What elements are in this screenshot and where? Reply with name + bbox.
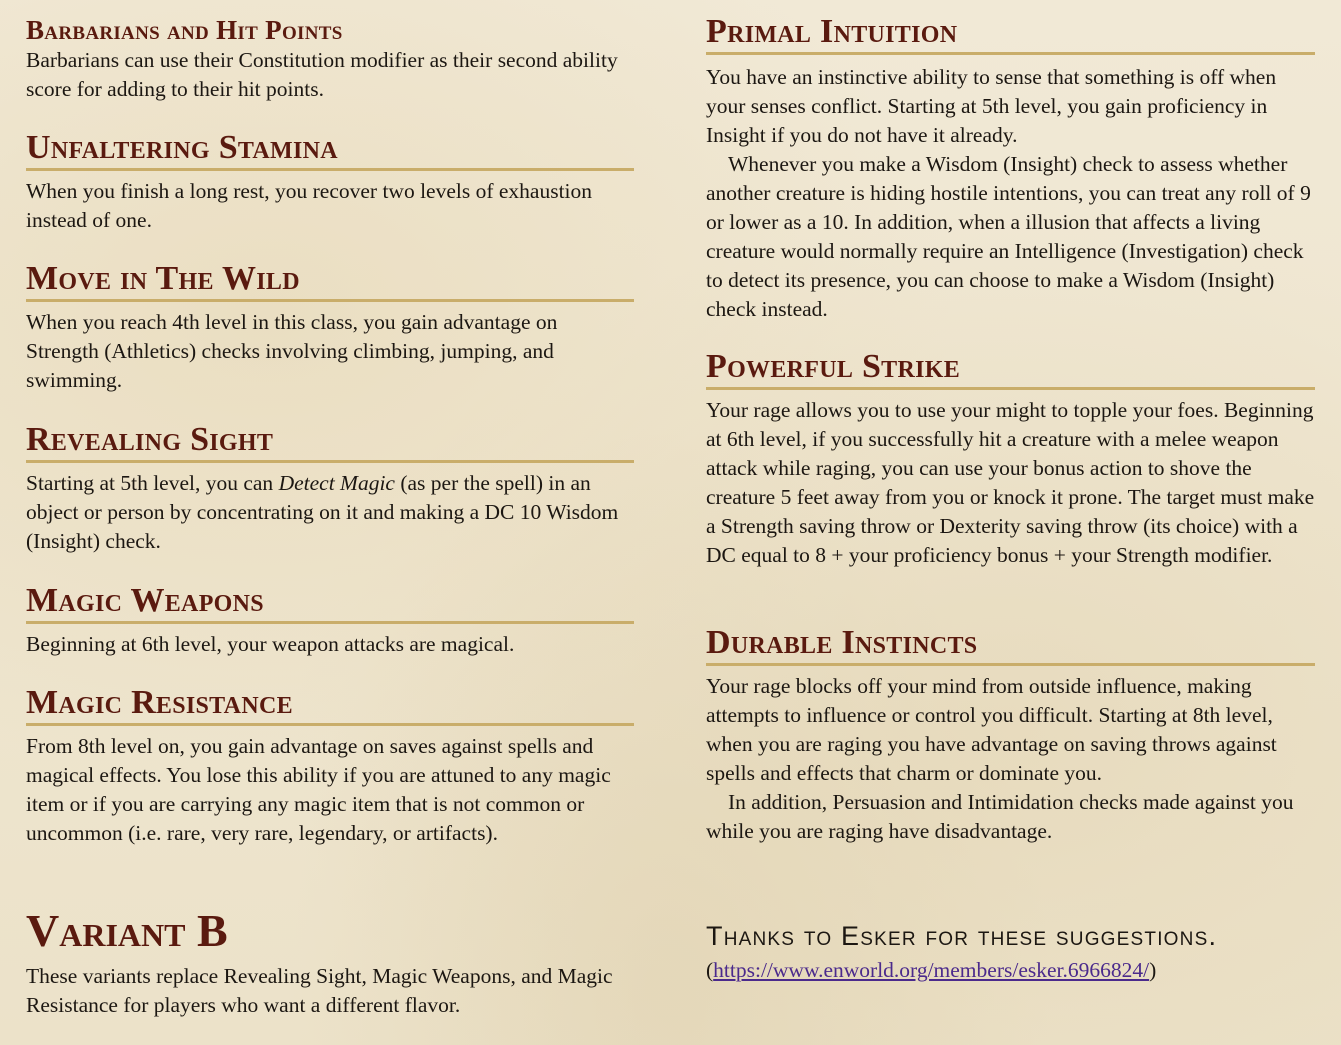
section-body: When you reach 4th level in this class, you gain advantage on Strength (Athletics) checks involving climbing, jumping, and swimming.: [26, 310, 558, 392]
section-primal-intuition: [706, 12, 1315, 324]
section-body: From 8th level on, you gain advantage on saves against spells and magical effects. You lose this ability if you are attuned to any magic item or if you are carrying any magic item that is not common or uncommon (i.e. rare, very rare, legendary, or artifacts).: [26, 734, 611, 845]
section-body: Whenever you make a Wisdom (Insight) check to assess whether another creature is hiding hostile intentions, you can treat any roll of 9 or lower as a 10. In addition, when a illusion that affects a living creature would normally require an Intelligence (Investigation) check to detect its presence, you can choose to make a Wisdom (Insight) check instead.: [706, 152, 1311, 321]
section-body: [26, 469, 634, 556]
thanks-link-line: [706, 956, 1315, 985]
section-body: These variants replace Revealing Sight, Magic Weapons, and Magic Resistance for players who want a different flavor.: [26, 964, 613, 1017]
section-heading: Variant B: [26, 905, 228, 956]
section-heading: Revealing Sight: [26, 420, 634, 463]
section-heading: Unfaltering Stamina: [26, 128, 634, 171]
section-heading: Barbarians and Hit Points: [26, 15, 343, 45]
section-unfaltering-stamina: [26, 128, 634, 235]
section-variant-b: [26, 905, 634, 1020]
section-heading: Powerful Strike: [706, 347, 1315, 390]
esker-profile-link[interactable]: https://www.enworld.org/members/esker.6966824/: [713, 958, 1150, 982]
paren-close: ): [1149, 958, 1157, 982]
section-heading: Move in The Wild: [26, 259, 634, 302]
section-powerful-strike: [706, 347, 1315, 570]
section-heading: Magic Weapons: [26, 581, 634, 624]
section-durable-instincts: [706, 623, 1315, 846]
section-move-in-the-wild: [26, 259, 634, 395]
section-barbarians-hit-points: [26, 14, 634, 104]
section-revealing-sight: [26, 420, 634, 556]
section-body: Your rage allows you to use your might to topple your foes. Beginning at 6th level, if you successfully hit a creature with a melee weapon attack while raging, you can use your bonus action to shove the creature 5 feet away from you or knock it prone. The target must make a Strength saving throw or Dexterity saving throw (its choice) with a DC equal to 8 + your proficiency bonus + your Strength modifier.: [706, 398, 1315, 567]
section-body: Your rage blocks off your mind from outside influence, making attempts to influence or control you difficult. Starting at 8th level, when you are raging you have advantage on saving throws against spells and effects that charm or dominate you.: [706, 674, 1277, 785]
spell-name: Detect Magic: [278, 471, 395, 495]
thanks-heading: Thanks to Esker for these suggestions.: [706, 921, 1218, 951]
section-heading: Durable Instincts: [706, 623, 1315, 666]
section-body: Barbarians can use their Constitution modifier as their second ability score for adding to their hit points.: [26, 48, 618, 101]
section-heading: Magic Resistance: [26, 683, 634, 726]
section-body: In addition, Persuasion and Intimidation checks made against you while you are raging have disadvantage.: [706, 790, 1294, 843]
section-body: When you finish a long rest, you recover two levels of exhaustion instead of one.: [26, 179, 593, 232]
section-magic-resistance: [26, 683, 634, 848]
section-body: You have an instinctive ability to sense that something is off when your senses conflict. Starting at 5th level, you gain proficiency in Insight if you do not have it already.: [706, 65, 1277, 147]
paren-open: (: [706, 958, 714, 982]
body-text: Starting at 5th level, you can: [26, 471, 279, 495]
section-magic-weapons: [26, 581, 634, 659]
section-heading: Primal Intuition: [706, 12, 1315, 55]
body-text: (as per the spell) in an object or person by concentrating on it and making a DC 10 Wisdom (Insight) check.: [26, 471, 619, 553]
section-thanks: [706, 920, 1315, 985]
section-body: Beginning at 6th level, your weapon attacks are magical.: [26, 632, 515, 656]
